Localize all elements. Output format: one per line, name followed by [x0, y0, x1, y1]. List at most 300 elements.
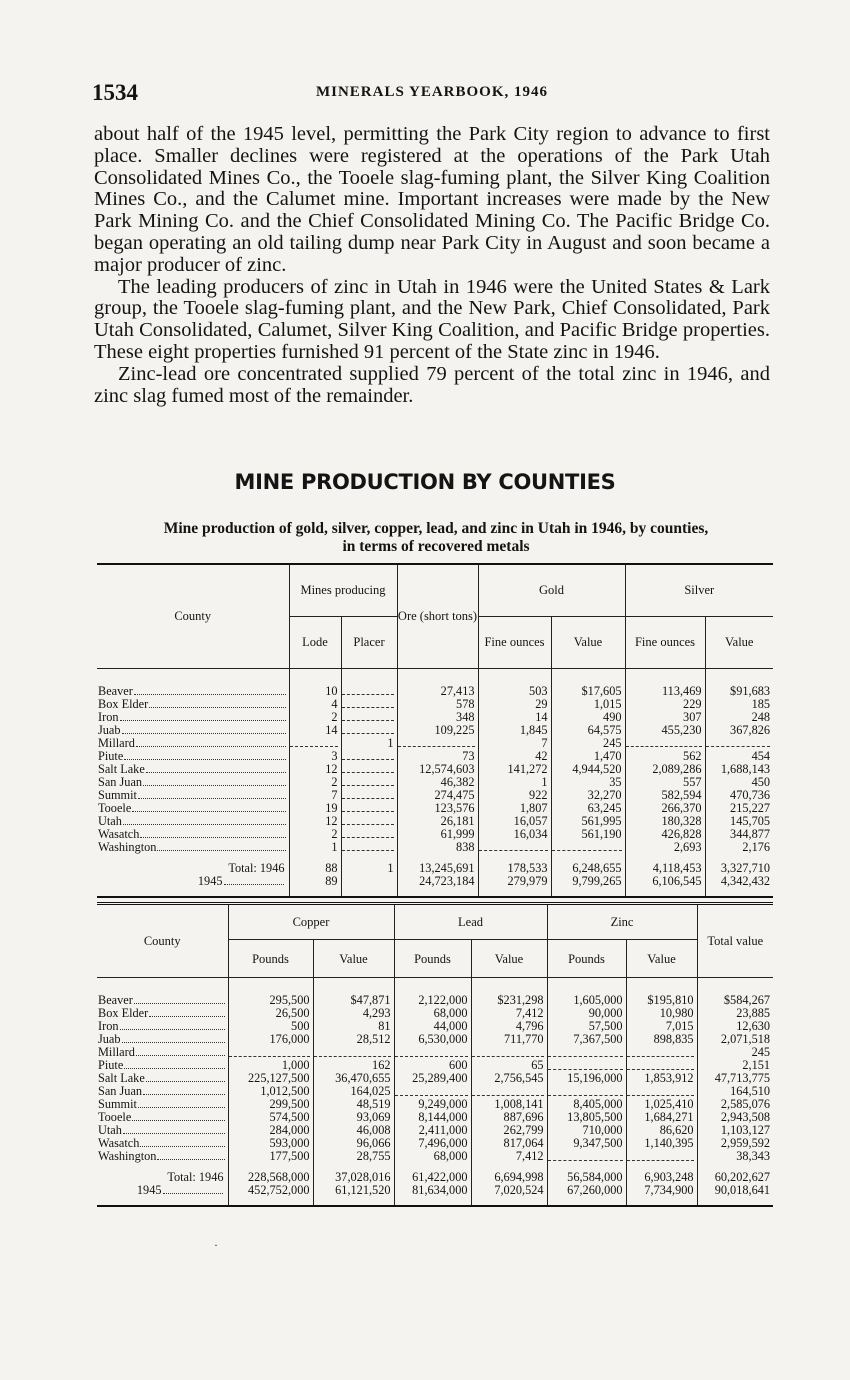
spacer-cell	[551, 854, 625, 862]
silver-oz-cell: 455,230	[625, 724, 705, 737]
zinc-pounds-header: Pounds	[547, 940, 626, 978]
total-cell: 47,713,775	[697, 1072, 773, 1085]
silver-fine-ounces-header: Fine ounces	[625, 616, 705, 668]
silver-val-cell: 215,227	[705, 802, 773, 815]
placer-header: Placer	[341, 616, 397, 668]
table-row	[97, 685, 773, 698]
pb-lb-cell	[394, 1085, 471, 1098]
cu-lb-cell: 228,568,000	[228, 1171, 313, 1184]
ore-cell: 109,225	[397, 724, 478, 737]
spacer-cell	[705, 668, 773, 685]
dot-leader	[140, 837, 285, 838]
dash-leader	[342, 688, 394, 695]
spacer-cell	[313, 1197, 394, 1206]
dash-leader	[229, 1050, 310, 1057]
dash-leader	[342, 844, 394, 851]
gold-val-cell: 1,015	[551, 698, 625, 711]
lode-cell: 3	[289, 750, 341, 763]
table-row	[97, 841, 773, 854]
spacer-cell	[551, 668, 625, 685]
section-title: MINE PRODUCTION BY COUNTIES	[234, 470, 616, 494]
county-name: Washington	[98, 1150, 157, 1163]
spacer-row	[97, 854, 773, 862]
silver-oz-cell: 562	[625, 750, 705, 763]
spacer-cell	[341, 888, 397, 897]
spacer-cell	[547, 978, 626, 995]
dash-leader	[342, 701, 394, 708]
spacer-cell	[397, 668, 478, 685]
dash-leader	[548, 1063, 623, 1070]
total-cell: 2,943,508	[697, 1111, 773, 1124]
spacer-cell	[394, 1197, 471, 1206]
gold-val-cell: 1,470	[551, 750, 625, 763]
dash-leader	[552, 844, 622, 851]
spacer-cell	[341, 854, 397, 862]
lode-cell: 2	[289, 711, 341, 724]
zn-lb-cell	[547, 1046, 626, 1059]
lode-cell: 19	[289, 802, 341, 815]
pb-val-cell: 1,008,141	[471, 1098, 547, 1111]
spacer-cell	[97, 888, 289, 897]
cu-val-cell: 46,008	[313, 1124, 394, 1137]
table-row	[97, 1098, 773, 1111]
cu-lb-cell: 500	[228, 1020, 313, 1033]
dot-leader	[132, 811, 285, 812]
total-label-cell	[97, 1184, 228, 1197]
silver-oz-cell: 266,370	[625, 802, 705, 815]
zn-lb-cell	[547, 1085, 626, 1098]
spacer-cell	[289, 888, 341, 897]
dash-leader	[627, 1089, 694, 1096]
ore-cell: 838	[397, 841, 478, 854]
dash-leader	[342, 714, 394, 721]
gold-val-cell: 490	[551, 711, 625, 724]
dot-leader	[120, 1029, 225, 1030]
dot-leader	[136, 746, 286, 747]
cu-lb-cell: 176,000	[228, 1033, 313, 1046]
county-name: Millard	[98, 1046, 135, 1059]
placer-cell	[341, 750, 397, 763]
cu-lb-cell: 452,752,000	[228, 1184, 313, 1197]
cu-lb-cell: 1,000	[228, 1059, 313, 1072]
gold-val-cell: 4,944,520	[551, 763, 625, 776]
ore-header: Ore (short tons)	[397, 564, 478, 668]
silver-oz-cell: 582,594	[625, 789, 705, 802]
county-name: Juab	[98, 723, 121, 737]
total-cell: 90,018,641	[697, 1184, 773, 1197]
zinc-value-header: Value	[626, 940, 697, 978]
table-row	[97, 1111, 773, 1124]
pb-val-cell: 65	[471, 1059, 547, 1072]
county-name: Box Elder	[98, 1007, 149, 1020]
pb-val-cell: 2,756,545	[471, 1072, 547, 1085]
pb-val-cell: 711,770	[471, 1033, 547, 1046]
table-row	[97, 737, 773, 750]
spacer-cell	[478, 668, 551, 685]
zn-lb-cell: 710,000	[547, 1124, 626, 1137]
placer-cell: 1	[341, 737, 397, 750]
spacer-cell	[478, 888, 551, 897]
zn-val-cell	[626, 1150, 697, 1163]
total-row	[97, 862, 773, 875]
dot-leader	[123, 824, 286, 825]
spacer-cell	[697, 978, 773, 995]
dash-leader	[548, 1154, 623, 1161]
total-cell: 60,202,627	[697, 1171, 773, 1184]
spacer-cell	[626, 1197, 697, 1206]
spacer-cell	[97, 854, 289, 862]
silver-val-cell	[705, 737, 773, 750]
spacer-cell	[697, 1163, 773, 1171]
zn-lb-cell: 9,347,500	[547, 1137, 626, 1150]
gold-header: Gold	[478, 564, 625, 616]
total-cell: 245	[697, 1046, 773, 1059]
pb-lb-cell: 44,000	[394, 1020, 471, 1033]
placer-cell	[341, 776, 397, 789]
cu-lb-cell: 225,127,500	[228, 1072, 313, 1085]
silver-val-cell: 454	[705, 750, 773, 763]
cu-val-cell: 48,519	[313, 1098, 394, 1111]
spacer-cell	[289, 854, 341, 862]
total-label: Total: 1946	[167, 1171, 224, 1184]
table-row	[97, 750, 773, 763]
spacer-row	[97, 978, 773, 995]
page-header	[92, 80, 772, 108]
spacer-cell	[625, 668, 705, 685]
zn-val-cell	[626, 1046, 697, 1059]
cu-val-cell	[313, 1046, 394, 1059]
ore-cell: 73	[397, 750, 478, 763]
zn-val-cell: 7,734,900	[626, 1184, 697, 1197]
total-label: Total: 1946	[228, 861, 285, 875]
cu-lb-cell: 1,012,500	[228, 1085, 313, 1098]
gold-oz-cell: 1	[478, 776, 551, 789]
paragraph: about half of the 1945 level, permitting the Park City region to advance to first place. Smaller declines were registered at the operations of the Park Utah Consolidated Mines Co., the Tooele slag-fuming plant, the Silver King Coalition Mines Co., and the Calumet mine. Important increases were made by the New Park Mining Co. and the Chief Consolidated Mining Co. The Pacific Bridge Co. began operating an old tailing dump near Park City in August and soon became a major producer of zinc.	[94, 123, 770, 276]
placer-cell	[341, 875, 397, 888]
zn-val-cell: 1,684,271	[626, 1111, 697, 1124]
county-cell	[97, 1137, 228, 1150]
county-name: Washington	[98, 840, 157, 854]
ore-cell	[397, 737, 478, 750]
dot-leader	[136, 1055, 225, 1056]
silver-oz-cell: 6,106,545	[625, 875, 705, 888]
lode-cell	[289, 737, 341, 750]
zn-lb-cell: 7,367,500	[547, 1033, 626, 1046]
zn-lb-cell: 8,405,000	[547, 1098, 626, 1111]
table-caption	[96, 520, 776, 556]
pb-val-cell: 817,064	[471, 1137, 547, 1150]
pb-val-cell: 7,412	[471, 1150, 547, 1163]
dot-leader	[163, 1193, 223, 1194]
county-cell	[97, 1072, 228, 1085]
silver-val-cell: 470,736	[705, 789, 773, 802]
body-text	[94, 124, 770, 407]
placer-cell	[341, 685, 397, 698]
cu-val-cell: $47,871	[313, 994, 394, 1007]
total-cell: 1,103,127	[697, 1124, 773, 1137]
total-row	[97, 1184, 773, 1197]
spacer-cell	[471, 1163, 547, 1171]
dash-leader	[479, 844, 548, 851]
zn-lb-cell: 13,805,500	[547, 1111, 626, 1124]
zn-val-cell: 1,853,912	[626, 1072, 697, 1085]
county-name: San Juan	[98, 775, 143, 789]
gold-oz-cell: 141,272	[478, 763, 551, 776]
table-row	[97, 1020, 773, 1033]
table-row	[97, 1150, 773, 1163]
gold-oz-cell: 178,533	[478, 862, 551, 875]
cu-val-cell: 36,470,655	[313, 1072, 394, 1085]
pb-val-cell	[471, 1046, 547, 1059]
cu-val-cell: 162	[313, 1059, 394, 1072]
dash-leader	[290, 740, 338, 747]
pb-lb-cell: 8,144,000	[394, 1111, 471, 1124]
county-name: Summit	[98, 788, 137, 802]
spacer-cell	[397, 854, 478, 862]
pb-lb-cell: 2,122,000	[394, 994, 471, 1007]
cu-lb-cell: 177,500	[228, 1150, 313, 1163]
gold-oz-cell: 922	[478, 789, 551, 802]
cu-val-cell: 81	[313, 1020, 394, 1033]
zn-lb-cell: 56,584,000	[547, 1171, 626, 1184]
spacer-cell	[313, 978, 394, 995]
ore-cell: 13,245,691	[397, 862, 478, 875]
dash-leader	[548, 1050, 623, 1057]
county-name: Salt Lake	[98, 762, 145, 776]
total-row	[97, 875, 773, 888]
spacer-cell	[228, 1197, 313, 1206]
county-cell	[97, 815, 289, 828]
footer-mark: ·	[214, 1238, 218, 1252]
gold-oz-cell: 42	[478, 750, 551, 763]
spacer-row	[97, 888, 773, 897]
pb-lb-cell: 2,411,000	[394, 1124, 471, 1137]
spacer-cell	[625, 854, 705, 862]
table-row	[97, 1124, 773, 1137]
cu-lb-cell	[228, 1046, 313, 1059]
placer-cell	[341, 763, 397, 776]
pb-val-cell: 6,694,998	[471, 1171, 547, 1184]
gold-val-cell: 6,248,655	[551, 862, 625, 875]
dot-leader	[140, 1146, 224, 1147]
copper-value-header: Value	[313, 940, 394, 978]
silver-oz-cell: 2,089,286	[625, 763, 705, 776]
spacer-cell	[625, 888, 705, 897]
table-row	[97, 724, 773, 737]
silver-val-cell: $91,683	[705, 685, 773, 698]
running-title: MINERALS YEARBOOK, 1946	[315, 84, 549, 100]
dash-leader	[342, 792, 394, 799]
silver-oz-cell: 557	[625, 776, 705, 789]
dot-leader	[124, 1068, 224, 1069]
spacer-cell	[697, 1197, 773, 1206]
placer-cell	[341, 698, 397, 711]
silver-val-cell: 4,342,432	[705, 875, 773, 888]
spacer-cell	[478, 854, 551, 862]
silver-val-cell: 3,327,710	[705, 862, 773, 875]
pb-val-cell: 262,799	[471, 1124, 547, 1137]
dot-leader	[124, 759, 285, 760]
county-cell	[97, 828, 289, 841]
silver-val-cell: 145,705	[705, 815, 773, 828]
total-row	[97, 1171, 773, 1184]
placer-cell	[341, 815, 397, 828]
county-cell	[97, 1007, 228, 1020]
ore-cell: 578	[397, 698, 478, 711]
pb-lb-cell: 68,000	[394, 1150, 471, 1163]
cu-val-cell: 96,066	[313, 1137, 394, 1150]
county-name: Piute	[98, 749, 124, 763]
table-row	[97, 698, 773, 711]
spacer-cell	[551, 888, 625, 897]
spacer-cell	[471, 978, 547, 995]
county-header: County	[97, 564, 289, 668]
dash-leader	[395, 1089, 468, 1096]
zn-lb-cell: 1,605,000	[547, 994, 626, 1007]
county-cell	[97, 802, 289, 815]
pb-lb-cell	[394, 1046, 471, 1059]
county-cell	[97, 1046, 228, 1059]
page-number: 1534	[92, 80, 138, 105]
dash-leader	[342, 779, 394, 786]
spacer-cell	[705, 854, 773, 862]
placer-cell	[341, 841, 397, 854]
dot-leader	[157, 1159, 224, 1160]
ore-cell: 27,413	[397, 685, 478, 698]
ore-cell: 274,475	[397, 789, 478, 802]
pb-lb-cell: 68,000	[394, 1007, 471, 1020]
dot-leader	[134, 694, 286, 695]
gold-oz-cell: 16,034	[478, 828, 551, 841]
lode-cell: 12	[289, 815, 341, 828]
dot-leader	[123, 1133, 225, 1134]
pb-val-cell: 7,020,524	[471, 1184, 547, 1197]
spacer-cell	[228, 1163, 313, 1171]
dot-leader	[146, 1081, 225, 1082]
total-label-cell	[97, 875, 289, 888]
county-name: Beaver	[98, 684, 133, 698]
dot-leader	[134, 1003, 225, 1004]
zn-lb-cell: 90,000	[547, 1007, 626, 1020]
dot-leader	[149, 1016, 224, 1017]
county-name: Tooele	[98, 1111, 132, 1124]
table-row	[97, 1046, 773, 1059]
county-name: Tooele	[98, 801, 132, 815]
lode-cell: 1	[289, 841, 341, 854]
total-cell: 2,585,076	[697, 1098, 773, 1111]
placer-cell	[341, 724, 397, 737]
spacer-cell	[97, 1197, 228, 1206]
cu-val-cell: 164,025	[313, 1085, 394, 1098]
total-label: 1945	[197, 874, 223, 888]
total-cell: $584,267	[697, 994, 773, 1007]
lead-pounds-header: Pounds	[394, 940, 471, 978]
silver-val-cell: 248	[705, 711, 773, 724]
cu-val-cell: 4,293	[313, 1007, 394, 1020]
cu-val-cell: 93,069	[313, 1111, 394, 1124]
silver-oz-cell: 113,469	[625, 685, 705, 698]
dot-leader	[138, 798, 286, 799]
zn-val-cell: 6,903,248	[626, 1171, 697, 1184]
dash-leader	[398, 740, 475, 747]
dash-leader	[627, 1050, 694, 1057]
zn-lb-cell	[547, 1150, 626, 1163]
lode-cell: 7	[289, 789, 341, 802]
county-cell	[97, 1033, 228, 1046]
dash-leader	[314, 1050, 391, 1057]
dot-leader	[149, 707, 285, 708]
dash-leader	[627, 1154, 694, 1161]
table-row	[97, 776, 773, 789]
lode-cell: 2	[289, 828, 341, 841]
table-row	[97, 763, 773, 776]
spacer-cell	[341, 668, 397, 685]
spacer-cell	[626, 978, 697, 995]
dash-leader	[395, 1050, 468, 1057]
table-row	[97, 1072, 773, 1085]
table-row	[97, 1085, 773, 1098]
county-cell	[97, 724, 289, 737]
pb-val-cell: 7,412	[471, 1007, 547, 1020]
lode-cell: 10	[289, 685, 341, 698]
total-cell: 23,885	[697, 1007, 773, 1020]
silver-oz-cell: 180,328	[625, 815, 705, 828]
county-header: County	[97, 904, 228, 978]
county-cell	[97, 1020, 228, 1033]
pb-lb-cell: 25,289,400	[394, 1072, 471, 1085]
county-name: San Juan	[98, 1085, 143, 1098]
spacer-cell	[394, 978, 471, 995]
lead-value-header: Value	[471, 940, 547, 978]
county-cell	[97, 776, 289, 789]
dot-leader	[132, 1120, 224, 1121]
dot-leader	[224, 884, 284, 885]
lode-cell: 2	[289, 776, 341, 789]
county-name: Iron	[98, 710, 119, 724]
spacer-cell	[626, 1163, 697, 1171]
total-label-cell	[97, 1171, 228, 1184]
zn-lb-cell	[547, 1059, 626, 1072]
gold-val-cell: 32,270	[551, 789, 625, 802]
cu-lb-cell: 284,000	[228, 1124, 313, 1137]
zn-lb-cell: 67,260,000	[547, 1184, 626, 1197]
silver-val-cell: 2,176	[705, 841, 773, 854]
dash-leader	[472, 1050, 544, 1057]
ore-cell: 348	[397, 711, 478, 724]
spacer-cell	[471, 1197, 547, 1206]
ore-cell: 26,181	[397, 815, 478, 828]
total-cell: 2,071,518	[697, 1033, 773, 1046]
total-label: 1945	[136, 1184, 162, 1197]
table-row	[97, 1033, 773, 1046]
zn-val-cell: 898,835	[626, 1033, 697, 1046]
total-label-cell	[97, 862, 289, 875]
dash-leader	[472, 1089, 544, 1096]
zn-val-cell: 86,620	[626, 1124, 697, 1137]
zn-val-cell	[626, 1085, 697, 1098]
total-cell: 38,343	[697, 1150, 773, 1163]
table-row	[97, 994, 773, 1007]
ore-cell: 61,999	[397, 828, 478, 841]
ore-cell: 12,574,603	[397, 763, 478, 776]
table-row	[97, 802, 773, 815]
county-cell	[97, 685, 289, 698]
pb-lb-cell: 61,422,000	[394, 1171, 471, 1184]
dash-leader	[342, 805, 394, 812]
silver-oz-cell: 4,118,453	[625, 862, 705, 875]
ore-cell: 123,576	[397, 802, 478, 815]
placer-cell	[341, 711, 397, 724]
